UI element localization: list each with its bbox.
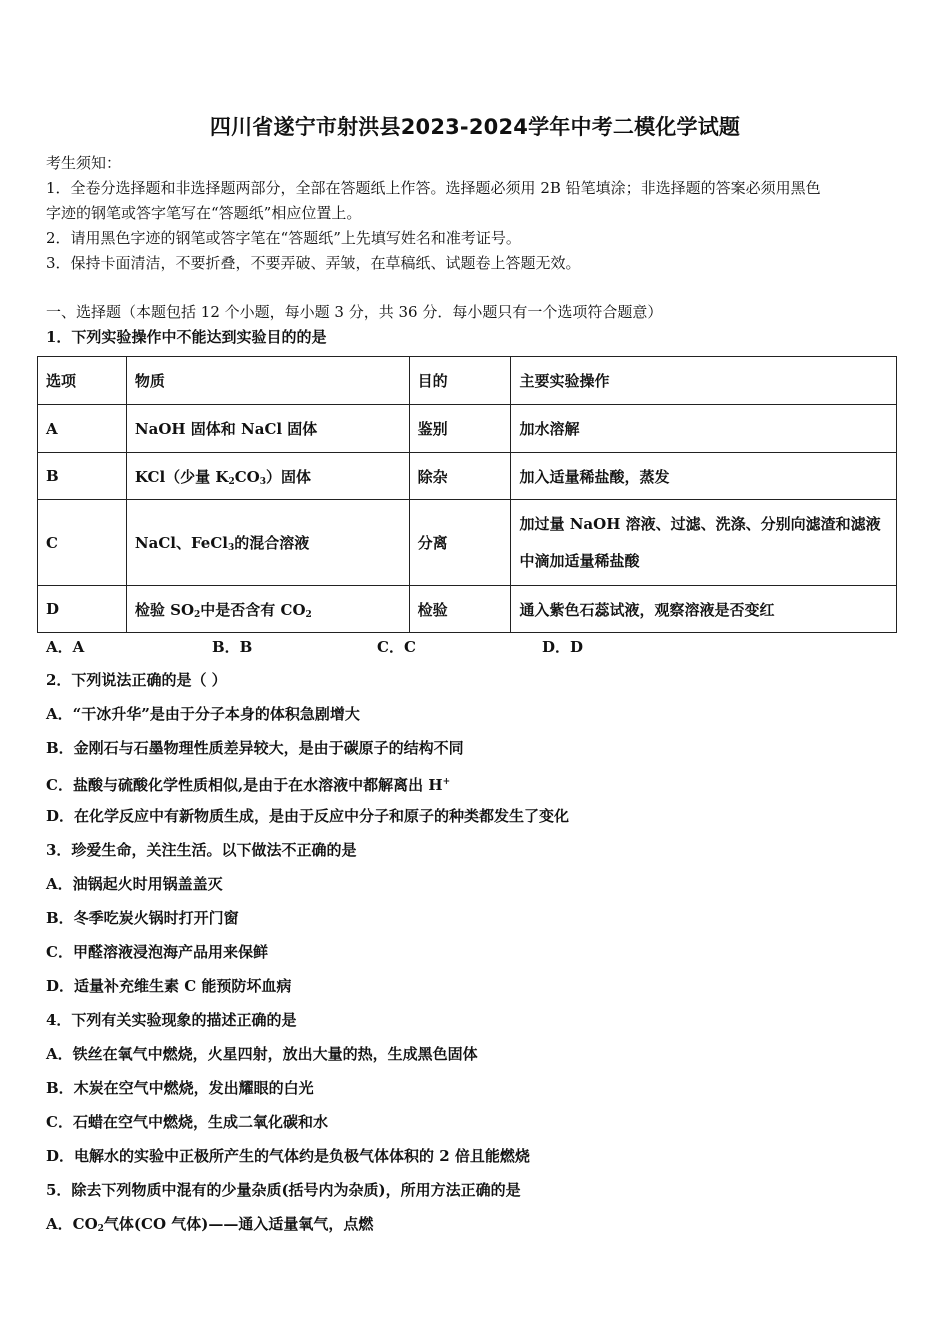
table-row bbox=[38, 500, 897, 586]
notice-item-1-cont: 字迹的钢笔或答字笔写在“答题纸”相应位置上。 bbox=[46, 204, 362, 222]
table-row bbox=[38, 586, 897, 633]
table-row bbox=[38, 405, 897, 453]
purpose-cell: 检验 bbox=[409, 586, 511, 633]
q1-table bbox=[37, 356, 897, 633]
q4-option-d: D．电解水的实验中正极所产生的气体约是负极气体体积的 2 倍且能燃烧 bbox=[46, 1147, 530, 1165]
notice-item-2: 2．请用黑色字迹的钢笔或答字笔在“答题纸”上先填写姓名和准考证号。 bbox=[46, 229, 521, 247]
q3-option-b: B．冬季吃炭火锅时打开门窗 bbox=[46, 909, 239, 927]
option-cell: D bbox=[38, 586, 127, 633]
option-cell: B bbox=[38, 453, 127, 500]
q1-stem: 1．下列实验操作中不能达到实验目的的是 bbox=[46, 328, 327, 346]
substance-cell: NaCl、FeCl$_3$的混合溶液 bbox=[126, 500, 409, 586]
q4-option-a: A．铁丝在氧气中燃烧，火星四射，放出大量的热，生成黑色固体 bbox=[46, 1045, 478, 1063]
operation-cell: 加过量 NaOH 溶液、过滤、洗涤、分别向滤渣和滤液 中滴加适量稀盐酸 bbox=[511, 500, 897, 586]
option-cell: A bbox=[38, 405, 127, 453]
q1-option-d: D．D bbox=[542, 638, 584, 656]
operation-cell: 通入紫色石蕊试液，观察溶液是否变红 bbox=[511, 586, 897, 633]
purpose-cell: 除杂 bbox=[409, 453, 511, 500]
q2-option-c: C．盐酸与硫酸化学性质相似,是由于在水溶液中都解离出 H+ bbox=[46, 776, 451, 794]
header-cell: 主要实验操作 bbox=[511, 357, 897, 405]
q4-option-c: C．石蜡在空气中燃烧，生成二氧化碳和水 bbox=[46, 1113, 328, 1131]
q5-stem: 5．除去下列物质中混有的少量杂质(括号内为杂质)，所用方法正确的是 bbox=[46, 1181, 521, 1199]
header-cell: 目的 bbox=[409, 357, 511, 405]
notice-item-3: 3．保持卡面清洁，不要折叠，不要弄破、弄皱，在草稿纸、试题卷上答题无效。 bbox=[46, 254, 581, 272]
purpose-cell: 分离 bbox=[409, 500, 511, 586]
q2-option-b: B．金刚石与石墨物理性质差异较大，是由于碳原子的结构不同 bbox=[46, 739, 464, 757]
substance-cell: 检验 $SO_2$中是否含有 $CO_2$ bbox=[126, 586, 409, 633]
purpose-cell: 鉴别 bbox=[409, 405, 511, 453]
q2-stem: 2．下列说法正确的是（ ） bbox=[46, 671, 227, 689]
q3-option-d: D．适量补充维生素 C 能预防坏血病 bbox=[46, 977, 292, 995]
substance-cell: NaOH 固体和 NaCl 固体 bbox=[126, 405, 409, 453]
notice-item-1: 1．全卷分选择题和非选择题两部分，全部在答题纸上作答。选择题必须用 2B 铅笔填涂；非选择题的答案必须用黑色 bbox=[46, 179, 821, 197]
q2-option-d: D．在化学反应中有新物质生成，是由于反应中分子和原子的种类都发生了变化 bbox=[46, 807, 570, 825]
section-heading: 一、选择题（本题包括 12 个小题，每小题 3 分，共 36 分．每小题只有一个选项符合题意） bbox=[46, 303, 663, 321]
table-row bbox=[38, 453, 897, 500]
page-title: 四川省遂宁市射洪县2023-2024学年中考二模化学试题 bbox=[209, 115, 741, 139]
q3-option-c: C．甲醛溶液浸泡海产品用来保鲜 bbox=[46, 943, 268, 961]
header-cell: 物质 bbox=[126, 357, 409, 405]
table-header-row bbox=[38, 357, 897, 405]
q3-option-a: A．油锅起火时用锅盖盖灭 bbox=[46, 875, 223, 893]
operation-cell: 加入适量稀盐酸，蒸发 bbox=[511, 453, 897, 500]
notice-heading: 考生须知： bbox=[46, 154, 122, 172]
q4-stem: 4．下列有关实验现象的描述正确的是 bbox=[46, 1011, 297, 1029]
substance-cell: KCl（少量 $K_2CO_3$）固体 bbox=[126, 453, 409, 500]
q1-option-a: A．A bbox=[46, 638, 85, 656]
q5-option-a: A．$CO_2$气体(CO 气体)——通入适量氧气，点燃 bbox=[46, 1215, 374, 1234]
q3-stem: 3．珍爱生命，关注生活。以下做法不正确的是 bbox=[46, 841, 357, 859]
q2-option-a: A．“干冰升华”是由于分子本身的体积急剧增大 bbox=[46, 705, 360, 723]
operation-cell: 加水溶解 bbox=[511, 405, 897, 453]
q4-option-b: B．木炭在空气中燃烧，发出耀眼的白光 bbox=[46, 1079, 314, 1097]
header-cell: 选项 bbox=[38, 357, 127, 405]
q1-option-c: C．C bbox=[377, 638, 416, 656]
q1-option-b: B．B bbox=[212, 638, 253, 656]
option-cell: C bbox=[38, 500, 127, 586]
